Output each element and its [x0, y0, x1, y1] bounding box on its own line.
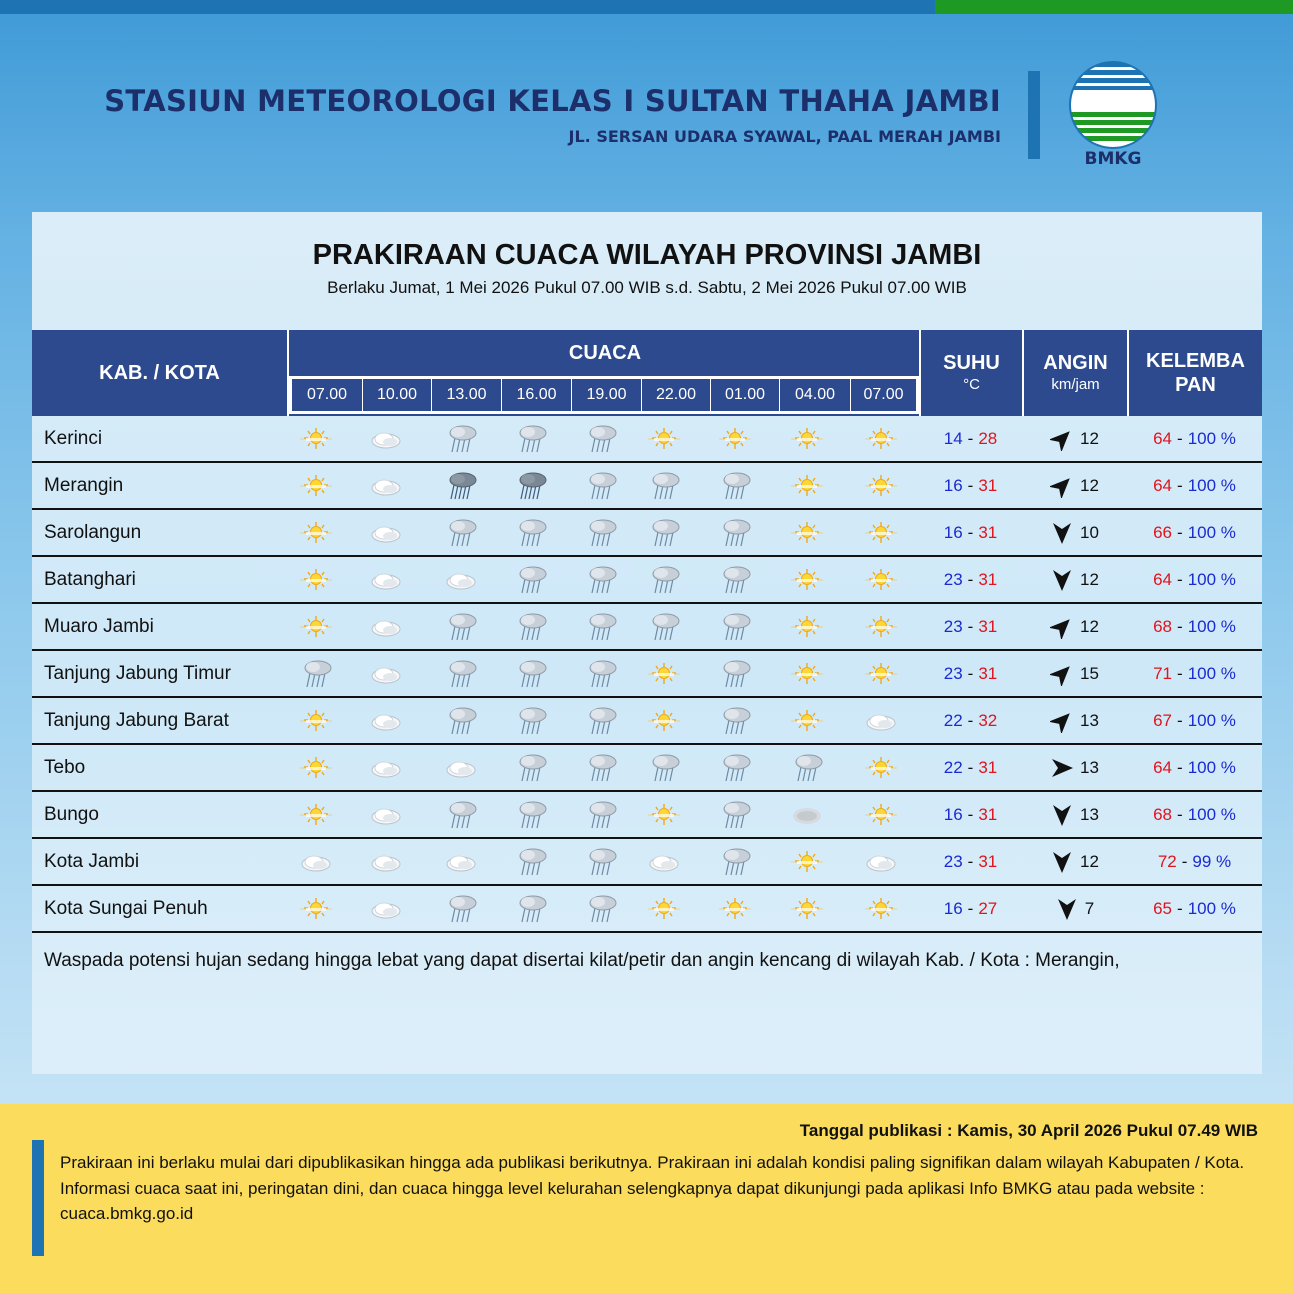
wind-direction-arrow-icon	[1050, 756, 1074, 780]
temp-min: 23	[943, 851, 963, 871]
temperature-range	[919, 604, 1022, 649]
rain-weather-icon	[513, 894, 549, 924]
cloudy-weather-icon	[443, 847, 479, 877]
rain-weather-icon	[717, 706, 753, 736]
top-accent-bar-green	[935, 0, 1293, 14]
temp-min: 16	[943, 522, 963, 542]
bmkg-logo-text: BMKG	[1084, 149, 1142, 169]
sunny-weather-icon	[646, 894, 682, 924]
separator: -	[1177, 522, 1183, 542]
separator: -	[1177, 804, 1183, 824]
separator: -	[1177, 663, 1183, 683]
humidity-range	[1127, 604, 1262, 649]
separator: -	[1181, 851, 1188, 871]
temperature-range	[919, 416, 1022, 461]
humidity-range	[1127, 886, 1262, 931]
header-angin-unit: km/jam	[1051, 376, 1100, 393]
separator: -	[1177, 757, 1183, 777]
footer-accent-bar	[32, 1140, 44, 1256]
kab-kota-name: Muaro Jambi	[44, 615, 154, 637]
header-kelembapan-line1: KELEMBA	[1146, 350, 1245, 372]
sunny-weather-icon	[717, 894, 753, 924]
sunny-weather-icon	[298, 612, 334, 642]
cloudy-weather-icon	[443, 753, 479, 783]
sunny-weather-icon	[298, 800, 334, 830]
wind-speed: 13	[1080, 710, 1099, 730]
temperature-range	[919, 463, 1022, 508]
temp-max: 31	[978, 522, 998, 542]
kab-kota-name: Tanjung Jabung Barat	[44, 709, 229, 731]
sunny-weather-icon	[863, 753, 899, 783]
rain-weather-icon	[717, 659, 753, 689]
humidity-range	[1127, 792, 1262, 837]
header-angin	[1022, 330, 1127, 416]
rain-weather-icon	[583, 471, 619, 501]
humidity-min: 66	[1153, 522, 1173, 542]
rain-weather-icon	[298, 659, 334, 689]
temperature-range	[919, 698, 1022, 743]
wind-speed: 10	[1080, 522, 1099, 542]
rain-weather-icon	[646, 612, 682, 642]
wind-speed: 15	[1080, 663, 1099, 683]
table-row	[32, 839, 1262, 886]
separator: -	[967, 522, 974, 542]
sunny-weather-icon	[789, 706, 825, 736]
separator: -	[1177, 428, 1183, 448]
sunny-weather-icon	[646, 800, 682, 830]
table-row	[32, 745, 1262, 792]
temp-min: 23	[943, 569, 963, 589]
rain-weather-icon	[717, 565, 753, 595]
wind-direction-arrow-icon	[1050, 427, 1074, 451]
wind	[1022, 745, 1127, 790]
table-row	[32, 416, 1262, 463]
rain-weather-icon	[646, 565, 682, 595]
humidity-min: 65	[1153, 898, 1173, 918]
rain-weather-icon	[443, 518, 479, 548]
humidity-range	[1127, 510, 1262, 555]
temp-max: 31	[978, 569, 998, 589]
header-suhu-label: SUHU	[943, 352, 1000, 374]
sunny-weather-icon	[863, 894, 899, 924]
wind-speed: 12	[1080, 428, 1099, 448]
sunny-weather-icon	[863, 565, 899, 595]
humidity-range	[1127, 839, 1262, 884]
temperature-range	[919, 745, 1022, 790]
heavy-rain-weather-icon	[513, 471, 549, 501]
rain-weather-icon	[583, 612, 619, 642]
temperature-range	[919, 557, 1022, 602]
separator: -	[1177, 569, 1183, 589]
header-cuaca: CUACA	[568, 341, 642, 364]
kab-kota-name: Batanghari	[44, 568, 136, 590]
temp-max: 28	[978, 428, 998, 448]
wind-direction-arrow-icon	[1050, 662, 1074, 686]
temp-max: 31	[978, 663, 998, 683]
wind	[1022, 886, 1127, 931]
table-row	[32, 510, 1262, 557]
temp-max: 27	[978, 898, 998, 918]
sunny-weather-icon	[863, 659, 899, 689]
temp-max: 31	[978, 851, 998, 871]
station-address: JL. SERSAN UDARA SYAWAL, PAAL MERAH JAMBI	[568, 127, 1001, 146]
sunny-weather-icon	[298, 518, 334, 548]
rain-weather-icon	[513, 847, 549, 877]
cloudy-weather-icon	[368, 518, 404, 548]
cloudy-weather-icon	[368, 424, 404, 454]
table-row	[32, 557, 1262, 604]
separator: -	[967, 710, 974, 730]
temp-min: 16	[943, 898, 963, 918]
wind	[1022, 510, 1127, 555]
rain-weather-icon	[717, 612, 753, 642]
humidity-min: 72	[1157, 851, 1177, 871]
sunny-weather-icon	[863, 800, 899, 830]
forecast-panel	[32, 212, 1262, 1074]
rain-weather-icon	[583, 565, 619, 595]
panel-subtitle: Berlaku Jumat, 1 Mei 2026 Pukul 07.00 WIB s.d. Sabtu, 2 Mei 2026 Pukul 07.00 WIB	[327, 278, 967, 297]
cloudy-weather-icon	[443, 565, 479, 595]
humidity-max: 100 %	[1187, 663, 1236, 683]
rain-weather-icon	[717, 518, 753, 548]
cloudy-weather-icon	[368, 753, 404, 783]
sunny-weather-icon	[863, 424, 899, 454]
cloudy-weather-icon	[646, 847, 682, 877]
temperature-range	[919, 886, 1022, 931]
separator: -	[1177, 616, 1183, 636]
rain-weather-icon	[443, 612, 479, 642]
rain-weather-icon	[443, 894, 479, 924]
rain-weather-icon	[513, 565, 549, 595]
separator: -	[967, 663, 974, 683]
separator: -	[1177, 710, 1183, 730]
wind-direction-arrow-icon	[1050, 615, 1074, 639]
header-kab-kota: KAB. / KOTA	[32, 330, 289, 416]
separator: -	[967, 569, 974, 589]
header-divider	[1028, 71, 1040, 159]
wind-speed: 13	[1080, 804, 1099, 824]
wind-direction-arrow-icon	[1050, 850, 1074, 874]
temperature-range	[919, 839, 1022, 884]
rain-weather-icon	[717, 471, 753, 501]
header-time: 22.00	[642, 379, 711, 411]
humidity-max: 100 %	[1187, 616, 1236, 636]
separator: -	[967, 616, 974, 636]
cloudy-weather-icon	[368, 894, 404, 924]
sunny-weather-icon	[789, 424, 825, 454]
weather-warning: Waspada potensi hujan sedang hingga lebat yang dapat disertai kilat/petir dan angin kencang di wilayah Kab. / Kota : Merangin,	[44, 950, 1120, 971]
cloudy-weather-icon	[368, 800, 404, 830]
rain-weather-icon	[443, 706, 479, 736]
rain-weather-icon	[513, 706, 549, 736]
rain-weather-icon	[513, 659, 549, 689]
header-time: 13.00	[432, 379, 502, 411]
temp-min: 23	[943, 663, 963, 683]
cloudy-weather-icon	[368, 847, 404, 877]
rain-weather-icon	[583, 706, 619, 736]
rain-weather-icon	[513, 800, 549, 830]
sunny-weather-icon	[646, 424, 682, 454]
wind-direction-arrow-icon	[1050, 474, 1074, 498]
rain-weather-icon	[583, 518, 619, 548]
rain-weather-icon	[646, 518, 682, 548]
cloudy-weather-icon	[368, 565, 404, 595]
wind-direction-arrow-icon	[1050, 709, 1074, 733]
kab-kota-name: Merangin	[44, 474, 124, 496]
kab-kota-name: Sarolangun	[44, 521, 142, 543]
wind-direction-arrow-icon	[1050, 803, 1074, 827]
haze-weather-icon	[789, 800, 825, 830]
header-time: 10.00	[363, 379, 432, 411]
sunny-weather-icon	[789, 847, 825, 877]
separator: -	[967, 851, 974, 871]
wind	[1022, 698, 1127, 743]
table-row	[32, 698, 1262, 745]
wind-direction-arrow-icon	[1055, 897, 1079, 921]
temp-max: 31	[978, 757, 998, 777]
rain-weather-icon	[646, 471, 682, 501]
station-name: STASIUN METEOROLOGI KELAS I SULTAN THAHA JAMBI	[104, 84, 1001, 118]
wind	[1022, 463, 1127, 508]
humidity-min: 67	[1153, 710, 1173, 730]
cloudy-weather-icon	[368, 706, 404, 736]
table-row	[32, 651, 1262, 698]
sunny-weather-icon	[789, 518, 825, 548]
rain-weather-icon	[717, 753, 753, 783]
header-time: 19.00	[572, 379, 642, 411]
sunny-weather-icon	[863, 518, 899, 548]
rain-weather-icon	[443, 424, 479, 454]
header-kelembapan-line2: PAN	[1175, 374, 1216, 396]
separator: -	[967, 757, 974, 777]
wind-speed: 7	[1084, 898, 1095, 918]
rain-weather-icon	[789, 753, 825, 783]
humidity-min: 71	[1153, 663, 1173, 683]
publication-date: Tanggal publikasi : Kamis, 30 April 2026 Pukul 07.49 WIB	[799, 1121, 1258, 1140]
sunny-weather-icon	[646, 659, 682, 689]
humidity-max: 100 %	[1187, 710, 1236, 730]
humidity-max: 100 %	[1187, 475, 1236, 495]
temp-min: 14	[943, 428, 963, 448]
header-time-row	[289, 376, 919, 414]
humidity-range	[1127, 651, 1262, 696]
cloudy-weather-icon	[368, 659, 404, 689]
wind	[1022, 557, 1127, 602]
temp-max: 31	[978, 616, 998, 636]
heavy-rain-weather-icon	[443, 471, 479, 501]
humidity-max: 100 %	[1187, 522, 1236, 542]
temp-max: 31	[978, 804, 998, 824]
rain-weather-icon	[583, 424, 619, 454]
rain-weather-icon	[646, 753, 682, 783]
humidity-min: 64	[1153, 475, 1173, 495]
temperature-range	[919, 792, 1022, 837]
wind	[1022, 792, 1127, 837]
temp-max: 32	[978, 710, 998, 730]
humidity-range	[1127, 745, 1262, 790]
sunny-weather-icon	[863, 612, 899, 642]
humidity-max: 100 %	[1187, 757, 1236, 777]
wind	[1022, 651, 1127, 696]
temp-min: 22	[943, 757, 963, 777]
sunny-weather-icon	[789, 565, 825, 595]
sunny-weather-icon	[646, 706, 682, 736]
rain-weather-icon	[513, 753, 549, 783]
humidity-min: 68	[1153, 616, 1173, 636]
panel-title: PRAKIRAAN CUACA WILAYAH PROVINSI JAMBI	[312, 239, 982, 271]
table-row	[32, 792, 1262, 839]
header-suhu	[919, 330, 1022, 416]
footer-note: Prakiraan ini berlaku mulai dari dipublikasikan hingga ada publikasi berikutnya. Prakiraan ini adalah kondisi paling signifikan dalam wilayah Kabupaten / Kota. Informasi cuaca saat ini, peringatan dini, dan cuaca hingga level kelurahan selengkapnya dapat dikunjungi pada aplikasi Info BMKG atau pada website : cuaca.bmkg.go.id	[60, 1153, 1245, 1223]
header-time: 16.00	[502, 379, 572, 411]
sunny-weather-icon	[863, 471, 899, 501]
humidity-min: 64	[1153, 757, 1173, 777]
kab-kota-name: Kerinci	[44, 427, 103, 449]
wind-speed: 12	[1080, 616, 1099, 636]
separator: -	[1177, 475, 1183, 495]
sunny-weather-icon	[789, 471, 825, 501]
sunny-weather-icon	[298, 565, 334, 595]
wind-speed: 12	[1080, 851, 1099, 871]
temp-max: 31	[978, 475, 998, 495]
separator: -	[967, 804, 974, 824]
kab-kota-name: Kota Sungai Penuh	[44, 897, 208, 919]
rain-weather-icon	[513, 518, 549, 548]
sunny-weather-icon	[298, 753, 334, 783]
kab-kota-name: Bungo	[44, 803, 99, 825]
rain-weather-icon	[717, 800, 753, 830]
wind	[1022, 604, 1127, 649]
separator: -	[967, 428, 974, 448]
humidity-max: 99 %	[1192, 851, 1232, 871]
header-kelembapan	[1127, 330, 1262, 416]
rain-weather-icon	[717, 847, 753, 877]
humidity-range	[1127, 698, 1262, 743]
temp-min: 16	[943, 475, 963, 495]
humidity-max: 100 %	[1187, 428, 1236, 448]
humidity-max: 100 %	[1187, 804, 1236, 824]
temp-min: 23	[943, 616, 963, 636]
wind	[1022, 839, 1127, 884]
header-time: 01.00	[711, 379, 780, 411]
sunny-weather-icon	[789, 659, 825, 689]
wind-speed: 12	[1080, 475, 1099, 495]
kab-kota-name: Tebo	[44, 756, 86, 778]
sunny-weather-icon	[298, 894, 334, 924]
sunny-weather-icon	[298, 471, 334, 501]
wind-speed: 13	[1080, 757, 1099, 777]
rain-weather-icon	[583, 894, 619, 924]
table-row	[32, 886, 1262, 933]
humidity-max: 100 %	[1187, 569, 1236, 589]
sunny-weather-icon	[298, 424, 334, 454]
cloudy-weather-icon	[863, 847, 899, 877]
sunny-weather-icon	[789, 894, 825, 924]
cloudy-weather-icon	[368, 612, 404, 642]
wind-direction-arrow-icon	[1050, 568, 1074, 592]
humidity-min: 64	[1153, 428, 1173, 448]
rain-weather-icon	[443, 800, 479, 830]
sunny-weather-icon	[789, 612, 825, 642]
humidity-min: 68	[1153, 804, 1173, 824]
footer	[0, 1104, 1293, 1293]
rain-weather-icon	[583, 659, 619, 689]
wind-direction-arrow-icon	[1050, 521, 1074, 545]
separator: -	[967, 475, 974, 495]
wind-speed: 12	[1080, 569, 1099, 589]
humidity-range	[1127, 416, 1262, 461]
temperature-range	[919, 651, 1022, 696]
rain-weather-icon	[513, 424, 549, 454]
humidity-max: 100 %	[1187, 898, 1236, 918]
table-header	[32, 330, 1262, 416]
kab-kota-name: Kota Jambi	[44, 850, 140, 872]
rain-weather-icon	[513, 612, 549, 642]
rain-weather-icon	[583, 847, 619, 877]
header-time: 07.00	[863, 386, 904, 403]
temp-min: 16	[943, 804, 963, 824]
cloudy-weather-icon	[298, 847, 334, 877]
separator: -	[967, 898, 974, 918]
header-suhu-unit: °C	[963, 376, 980, 393]
sunny-weather-icon	[717, 424, 753, 454]
rain-weather-icon	[443, 659, 479, 689]
humidity-min: 64	[1153, 569, 1173, 589]
header-time: 07.00	[292, 379, 363, 411]
rain-weather-icon	[583, 800, 619, 830]
header-angin-label: ANGIN	[1043, 352, 1108, 374]
sunny-weather-icon	[298, 706, 334, 736]
table-row	[32, 463, 1262, 510]
humidity-range	[1127, 463, 1262, 508]
rain-weather-icon	[583, 753, 619, 783]
top-accent-bar-blue	[0, 0, 935, 14]
separator: -	[1177, 898, 1183, 918]
cloudy-weather-icon	[863, 706, 899, 736]
table-row	[32, 604, 1262, 651]
humidity-range	[1127, 557, 1262, 602]
cloudy-weather-icon	[368, 471, 404, 501]
temperature-range	[919, 510, 1022, 555]
wind	[1022, 416, 1127, 461]
header-time: 04.00	[780, 379, 851, 411]
kab-kota-name: Tanjung Jabung Timur	[44, 662, 231, 684]
temp-min: 22	[943, 710, 963, 730]
